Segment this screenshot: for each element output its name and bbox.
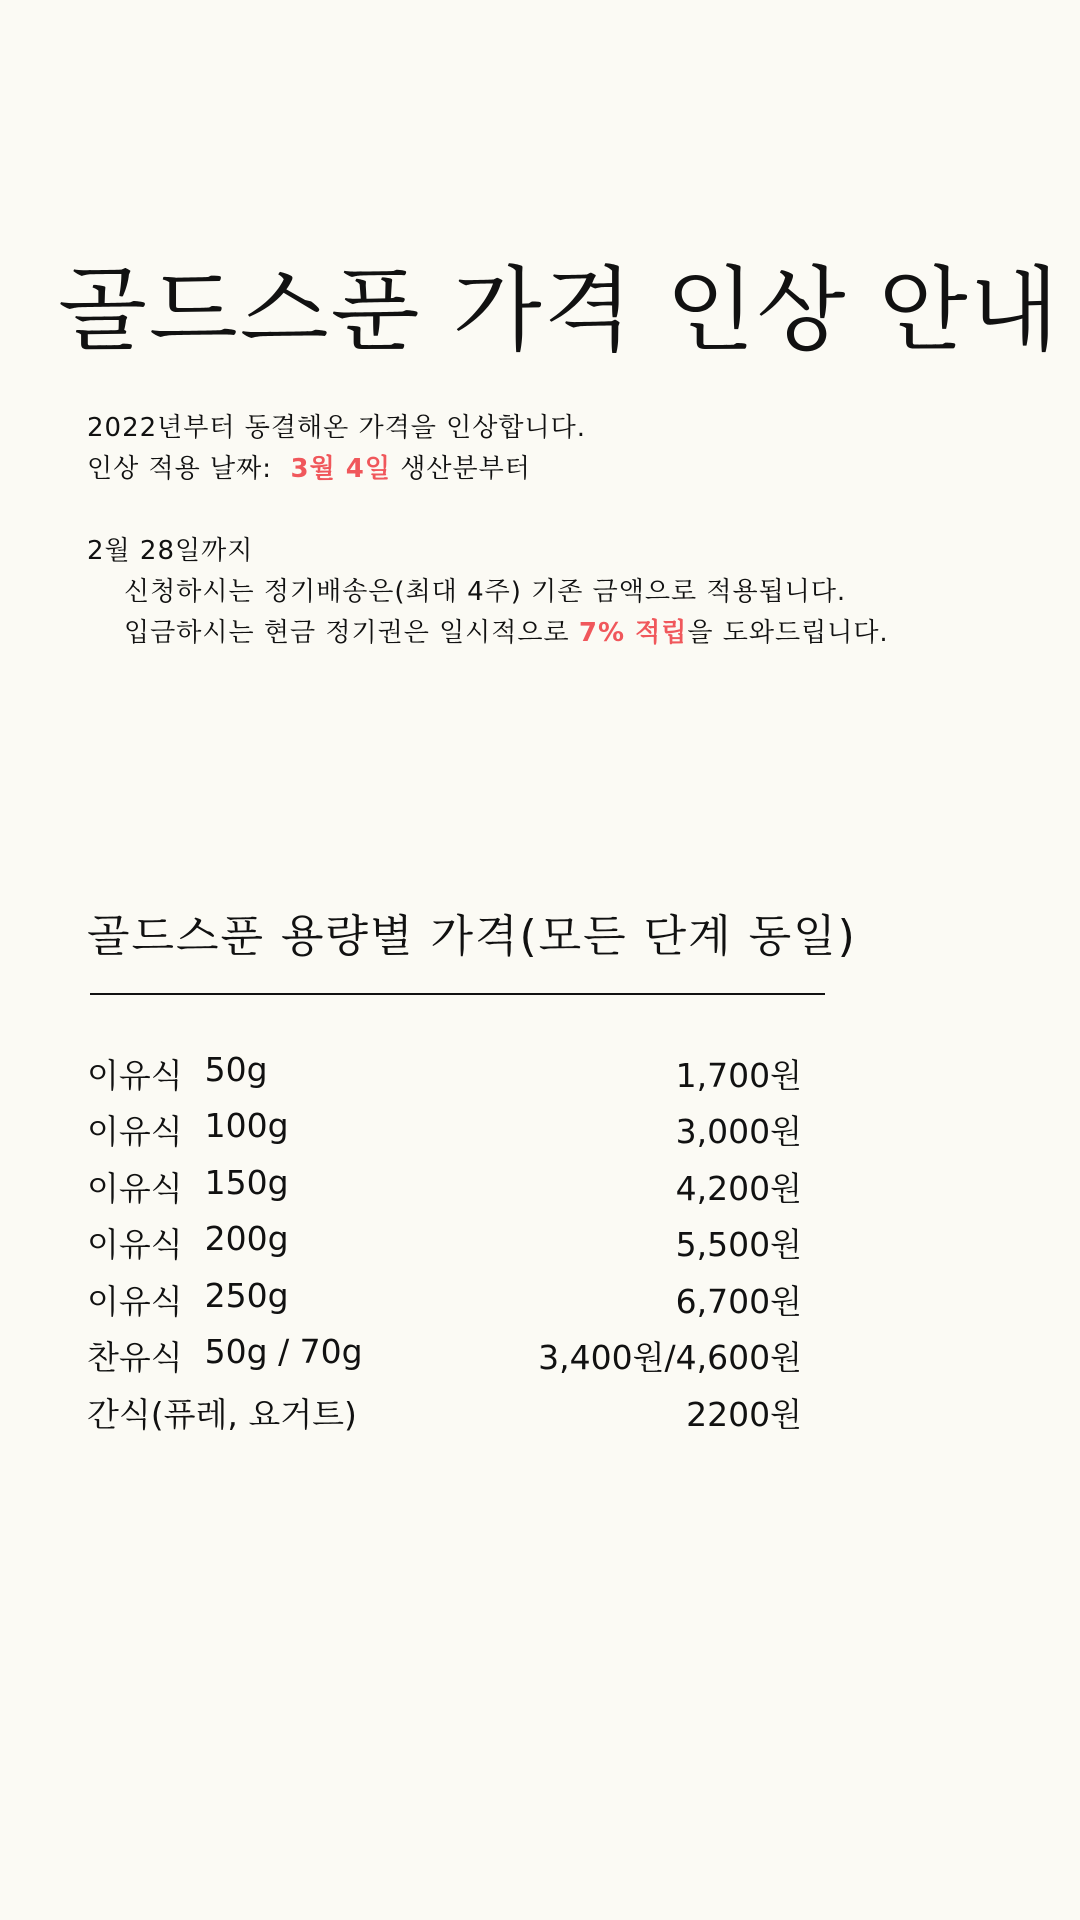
deadline: 2월 28일까지: [87, 536, 254, 566]
item-category: 이유식: [87, 1225, 183, 1265]
price-row: [87, 1045, 802, 1102]
item-name: [87, 1050, 268, 1097]
cash-pass-note-suffix: 을 도와드립니다.: [687, 618, 889, 648]
item-price: 2200원: [686, 1394, 802, 1434]
item-size: 150g: [204, 1162, 289, 1202]
price-row: [87, 1271, 802, 1328]
item-category: 이유식: [87, 1055, 183, 1095]
item-category: 이유식: [87, 1112, 183, 1152]
item-price: 6,700원: [675, 1281, 802, 1321]
subscription-note: 신청하시는 정기배송은(최대 4주) 기존 금액으로 적용됩니다.: [124, 577, 847, 607]
item-name: [87, 1276, 289, 1323]
item-size: 250g: [204, 1275, 289, 1315]
cash-pass-note-prefix: 입금하시는 현금 정기권은 일시적으로: [124, 618, 570, 648]
price-section-title: 골드스푼 용량별 가격(모든 단계 동일): [87, 911, 857, 962]
effective-date-suffix: 생산분부터: [400, 454, 531, 484]
item-name: [87, 1163, 289, 1210]
price-table: [87, 1045, 802, 1441]
item-category: 찬유식: [87, 1338, 183, 1378]
intro-notice: [87, 408, 889, 654]
item-price: 1,700원: [675, 1055, 802, 1095]
item-size: 50g / 70g: [204, 1332, 363, 1372]
effective-date: 3월 4일: [290, 454, 391, 484]
freeze-notice: 2022년부터 동결해온 가격을 인상합니다.: [87, 413, 586, 443]
effective-date-line: [87, 449, 889, 490]
cash-pass-note: [87, 613, 889, 654]
page-title: 골드스푼 가격 인상 안내: [58, 257, 1061, 364]
item-category: 이유식: [87, 1281, 183, 1321]
item-price: 3,400원/4,600원: [538, 1338, 802, 1378]
reward-rate: 7% 적립: [578, 618, 688, 648]
item-name: [87, 1219, 289, 1266]
price-row: [87, 1384, 802, 1441]
price-row: [87, 1328, 802, 1385]
effective-date-label: 인상 적용 날짜:: [87, 454, 272, 484]
price-row: [87, 1158, 802, 1215]
item-name: [87, 1389, 357, 1436]
item-name: [87, 1106, 289, 1153]
item-name: [87, 1332, 363, 1379]
item-price: 5,500원: [675, 1225, 802, 1265]
divider: [90, 993, 825, 995]
item-price: 4,200원: [675, 1168, 802, 1208]
item-size: 50g: [204, 1049, 268, 1089]
item-category: 간식(퓨레, 요거트): [87, 1394, 357, 1434]
price-row: [87, 1215, 802, 1272]
item-category: 이유식: [87, 1168, 183, 1208]
item-size: 100g: [204, 1106, 289, 1146]
price-row: [87, 1102, 802, 1159]
item-size: 200g: [204, 1219, 289, 1259]
item-price: 3,000원: [675, 1112, 802, 1152]
